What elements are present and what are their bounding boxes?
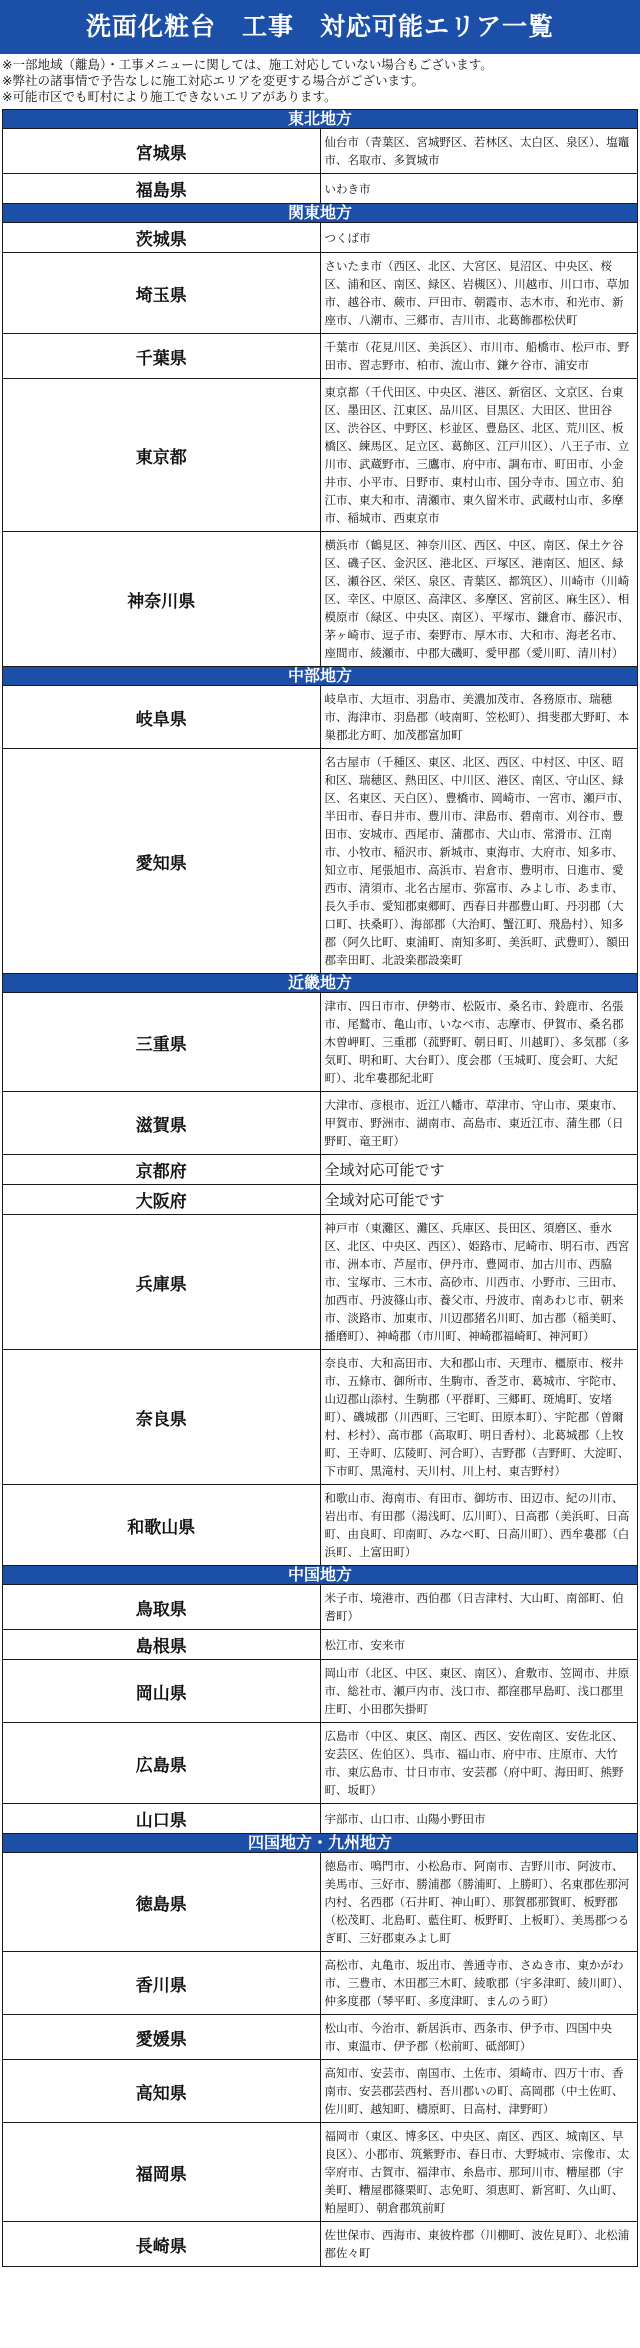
table-row [3, 532, 638, 667]
city-list: 津市、四日市市、伊勢市、松阪市、桑名市、鈴鹿市、名張市、尾鷲市、亀山市、いなべ市、志摩市、伊賀市、桑名郡木曽岬町、三重郡（菰野町、朝日町、川越町）、多気郡（多気町、明和町、大台町）、度会郡（玉城町、度会町、大紀町）、北牟婁郡紀北町 [320, 993, 638, 1092]
prefecture-name: 和歌山県 [3, 1485, 321, 1566]
table-row [3, 2222, 638, 2267]
prefecture-name: 愛知県 [3, 749, 321, 974]
region-header: 四国地方・九州地方 [3, 1834, 638, 1853]
prefecture-name: 徳島県 [3, 1853, 321, 1952]
prefecture-name: 福岡県 [3, 2123, 321, 2222]
table-row [3, 686, 638, 749]
page-title: 洗面化粧台 工事 対応可能エリア一覧 [0, 0, 640, 54]
region-header: 東北地方 [3, 110, 638, 129]
region-header: 中国地方 [3, 1566, 638, 1585]
notes [0, 54, 640, 109]
table-row [3, 2123, 638, 2222]
prefecture-name: 大阪府 [3, 1185, 321, 1215]
prefecture-name: 千葉県 [3, 334, 321, 379]
table-row [3, 993, 638, 1092]
table-row [3, 174, 638, 204]
city-list: 全域対応可能です [320, 1155, 638, 1185]
table-row [3, 749, 638, 974]
table-row [3, 129, 638, 174]
city-list: 千葉市（花見川区、美浜区）、市川市、船橋市、松戸市、野田市、習志野市、柏市、流山市、鎌ケ谷市、浦安市 [320, 334, 638, 379]
city-list: いわき市 [320, 174, 638, 204]
table-row [3, 1853, 638, 1952]
table-row [3, 223, 638, 253]
prefecture-name: 神奈川県 [3, 532, 321, 667]
city-list: 大津市、彦根市、近江八幡市、草津市、守山市、栗東市、甲賀市、野洲市、湖南市、高島市、東近江市、蒲生郡（日野町、竜王町） [320, 1092, 638, 1155]
city-list: 松江市、安来市 [320, 1630, 638, 1660]
city-list: 広島市（中区、東区、南区、西区、安佐南区、安佐北区、安芸区、佐伯区）、呉市、福山市、府中市、庄原市、大竹市、東広島市、廿日市市、安芸郡（府中町、海田町、熊野町、坂町） [320, 1723, 638, 1804]
region-header-row [3, 1834, 638, 1853]
region-header-row [3, 110, 638, 129]
city-list: 岡山市（北区、中区、東区、南区）、倉敷市、笠岡市、井原市、総社市、瀬戸内市、浅口市、都窪郡早島町、浅口郡里庄町、小田郡矢掛町 [320, 1660, 638, 1723]
city-list: 奈良市、大和高田市、大和郡山市、天理市、橿原市、桜井市、五條市、御所市、生駒市、香芝市、葛城市、宇陀市、山辺郡山添村、生駒郡（平群町、三郷町、斑鳩町、安堵町）、磯城郡（川西町、三宅町、田原本町）、宇陀郡（曽爾村、杉村）、高市郡（高取町、明日香村）、北葛城郡（上牧町、王寺町、広陵町、河合町）、吉野郡（吉野町、大淀町、下市町、黒滝村、天川村、川上村、東吉野村） [320, 1350, 638, 1485]
region-header-row [3, 1566, 638, 1585]
region-header: 中部地方 [3, 667, 638, 686]
table-row [3, 1952, 638, 2015]
table-row [3, 1185, 638, 1215]
city-list: さいたま市（西区、北区、大宮区、見沼区、中央区、桜区、浦和区、南区、緑区、岩槻区）、川越市、川口市、草加市、越谷市、蕨市、戸田市、朝霞市、志木市、和光市、新座市、八潮市、三郷市、吉川市、北葛飾郡松伏町 [320, 253, 638, 334]
table-row [3, 2060, 638, 2123]
prefecture-name: 山口県 [3, 1804, 321, 1834]
city-list: 横浜市（鶴見区、神奈川区、西区、中区、南区、保土ケ谷区、磯子区、金沢区、港北区、戸塚区、港南区、旭区、緑区、瀬谷区、栄区、泉区、青葉区、都筑区）、川崎市（川崎区、幸区、中原区、高津区、多摩区、宮前区、麻生区）、相模原市（緑区、中央区、南区）、平塚市、鎌倉市、藤沢市、茅ヶ崎市、逗子市、秦野市、厚木市、大和市、海老名市、座間市、綾瀬市、中郡大磯町、愛甲郡（愛川町、清川村） [320, 532, 638, 667]
prefecture-name: 奈良県 [3, 1350, 321, 1485]
city-list: 松山市、今治市、新居浜市、西条市、伊予市、四国中央市、東温市、伊予郡（松前町、砥部町） [320, 2015, 638, 2060]
prefecture-name: 京都府 [3, 1155, 321, 1185]
table-row [3, 1804, 638, 1834]
note-line: ※可能市区でも町村により施工できないエリアがあります。 [2, 89, 337, 104]
city-list: 全域対応可能です [320, 1185, 638, 1215]
prefecture-name: 高知県 [3, 2060, 321, 2123]
prefecture-name: 岡山県 [3, 1660, 321, 1723]
region-header: 近畿地方 [3, 974, 638, 993]
city-list: 徳島市、鳴門市、小松島市、阿南市、吉野川市、阿波市、美馬市、三好市、勝浦郡（勝浦町、上勝町）、名東郡佐那河内村、名西郡（石井町、神山町）、那賀郡那賀町、板野郡（松茂町、北島町、藍住町、板野町、上板町）、美馬郡つるぎ町、三好郡東みよし町 [320, 1853, 638, 1952]
city-list: 岐阜市、大垣市、羽島市、美濃加茂市、各務原市、瑞穂市、海津市、羽島郡（岐南町、笠松町）、揖斐郡大野町、本巣郡北方町、加茂郡富加町 [320, 686, 638, 749]
table-row [3, 1215, 638, 1350]
region-header-row [3, 667, 638, 686]
table-row [3, 379, 638, 532]
city-list: 名古屋市（千種区、東区、北区、西区、中村区、中区、昭和区、瑞穂区、熱田区、中川区、港区、南区、守山区、緑区、名東区、天白区）、豊橋市、岡崎市、一宮市、瀬戸市、半田市、春日井市、豊川市、津島市、碧南市、刈谷市、豊田市、安城市、西尾市、蒲郡市、犬山市、常滑市、江南市、小牧市、稲沢市、新城市、東海市、大府市、知多市、知立市、尾張旭市、高浜市、岩倉市、豊明市、日進市、愛西市、清須市、北名古屋市、弥富市、みよし市、あま市、長久手市、愛知郡東郷町、西春日井郡豊山町、丹羽郡（大口町、扶桑町）、海部郡（大治町、蟹江町、飛島村）、知多郡（阿久比町、東浦町、南知多町、美浜町、武豊町）、額田郡幸田町、北設楽郡設楽町 [320, 749, 638, 974]
table-row [3, 1155, 638, 1185]
prefecture-name: 岐阜県 [3, 686, 321, 749]
prefecture-name: 福島県 [3, 174, 321, 204]
prefecture-name: 鳥取県 [3, 1585, 321, 1630]
region-header-row [3, 204, 638, 223]
region-header-row [3, 974, 638, 993]
prefecture-name: 埼玉県 [3, 253, 321, 334]
city-list: 福岡市（東区、博多区、中央区、南区、西区、城南区、早良区）、小郡市、筑紫野市、春日市、大野城市、宗像市、太宰府市、古賀市、福津市、糸島市、那珂川市、糟屋郡（宇美町、糟屋郡篠栗町、志免町、須恵町、新宮町、久山町、粕屋町）、朝倉郡筑前町 [320, 2123, 638, 2222]
region-header: 関東地方 [3, 204, 638, 223]
prefecture-name: 島根県 [3, 1630, 321, 1660]
prefecture-name: 広島県 [3, 1723, 321, 1804]
prefecture-name: 三重県 [3, 993, 321, 1092]
city-list: 和歌山市、海南市、有田市、御坊市、田辺市、紀の川市、岩出市、有田郡（湯浅町、広川町）、日高郡（美浜町、日高町、由良町、印南町、みなべ町、日高川町）、西牟婁郡（白浜町、上富田町） [320, 1485, 638, 1566]
prefecture-name: 茨城県 [3, 223, 321, 253]
table-row [3, 1092, 638, 1155]
prefecture-name: 愛媛県 [3, 2015, 321, 2060]
city-list: 高知市、安芸市、南国市、土佐市、須崎市、四万十市、香南市、安芸郡芸西村、吾川郡いの町、高岡郡（中土佐町、佐川町、越知町、檮原町、日高村、津野町） [320, 2060, 638, 2123]
city-list: 東京都（千代田区、中央区、港区、新宿区、文京区、台東区、墨田区、江東区、品川区、目黒区、大田区、世田谷区、渋谷区、中野区、杉並区、豊島区、北区、荒川区、板橋区、練馬区、足立区、葛飾区、江戸川区）、八王子市、立川市、武蔵野市、三鷹市、府中市、調布市、町田市、小金井市、小平市、日野市、東村山市、国分寺市、国立市、狛江市、東大和市、清瀬市、東久留米市、武蔵村山市、多摩市、稲城市、西東京市 [320, 379, 638, 532]
prefecture-name: 滋賀県 [3, 1092, 321, 1155]
table-row [3, 1585, 638, 1630]
table-row [3, 334, 638, 379]
city-list: 宇部市、山口市、山陽小野田市 [320, 1804, 638, 1834]
prefecture-name: 宮城県 [3, 129, 321, 174]
note-line: ※弊社の諸事情で予告なしに施工対応エリアを変更する場合がございます。 [2, 73, 424, 88]
table-row [3, 1723, 638, 1804]
prefecture-name: 香川県 [3, 1952, 321, 2015]
table-row [3, 253, 638, 334]
table-row [3, 1630, 638, 1660]
city-list: 高松市、丸亀市、坂出市、善通寺市、さぬき市、東かがわ市、三豊市、木田郡三木町、綾歌郡（宇多津町、綾川町）、仲多度郡（琴平町、多度津町、まんのう町） [320, 1952, 638, 2015]
note-line: ※一部地域（離島）・工事メニューに関しては、施工対応していない場合もございます。 [2, 57, 493, 72]
prefecture-name: 兵庫県 [3, 1215, 321, 1350]
city-list: つくば市 [320, 223, 638, 253]
prefecture-name: 東京都 [3, 379, 321, 532]
city-list: 米子市、境港市、西伯郡（日吉津村、大山町、南部町、伯耆町） [320, 1585, 638, 1630]
city-list: 仙台市（青葉区、宮城野区、若林区、太白区、泉区）、塩竈市、名取市、多賀城市 [320, 129, 638, 174]
table-row [3, 1350, 638, 1485]
area-table [2, 109, 638, 2267]
table-row [3, 1660, 638, 1723]
table-row [3, 2015, 638, 2060]
prefecture-name: 長崎県 [3, 2222, 321, 2267]
city-list: 神戸市（東灘区、灘区、兵庫区、長田区、須磨区、垂水区、北区、中央区、西区）、姫路市、尼崎市、明石市、西宮市、洲本市、芦屋市、伊丹市、豊岡市、加古川市、西脇市、宝塚市、三木市、高砂市、川西市、小野市、三田市、加西市、丹波篠山市、養父市、丹波市、南あわじ市、朝来市、淡路市、加東市、川辺郡猪名川町、加古郡（稲美町、播磨町）、神崎郡（市川町、神崎郡福崎町、神河町） [320, 1215, 638, 1350]
table-row [3, 1485, 638, 1566]
city-list: 佐世保市、西海市、東彼杵郡（川棚町、波佐見町）、北松浦郡佐々町 [320, 2222, 638, 2267]
